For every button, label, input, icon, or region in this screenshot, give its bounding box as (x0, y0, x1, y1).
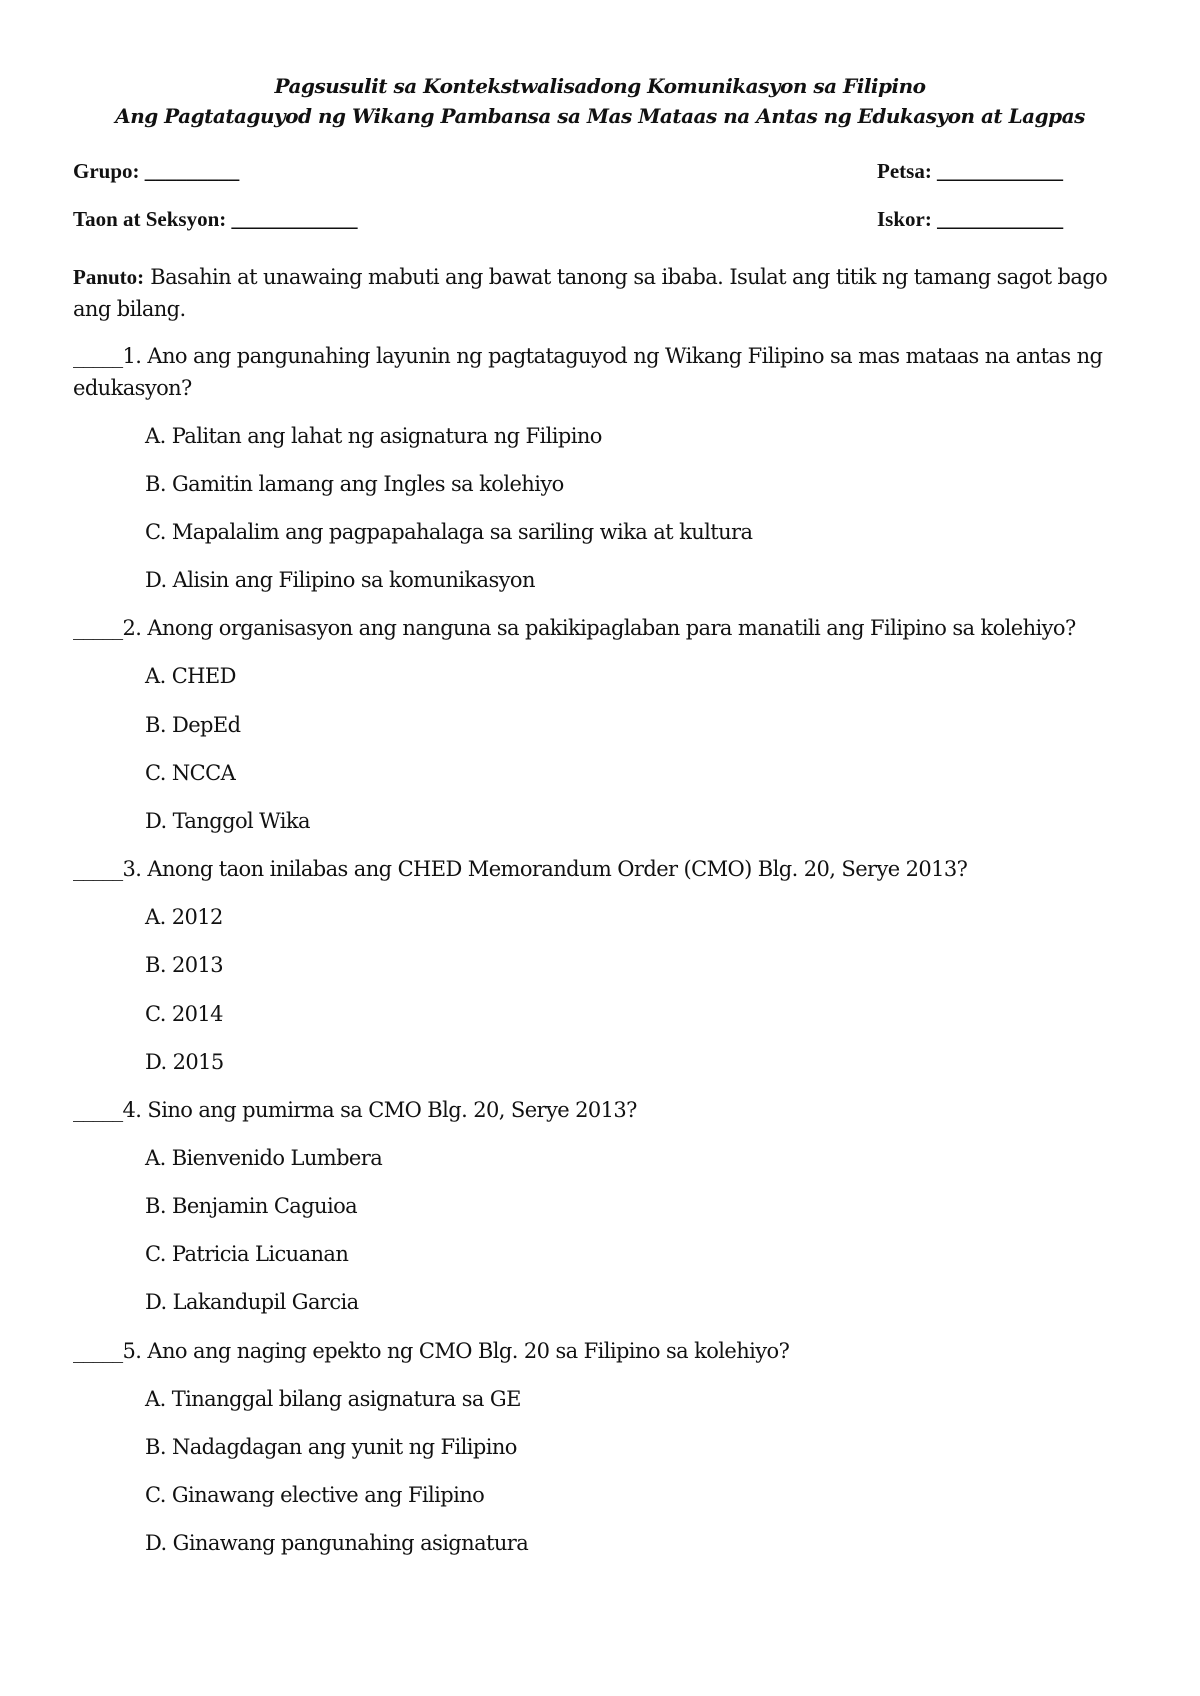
taon-seksyon-field[interactable]: Taon at Seksyon: ____________ (73, 207, 358, 231)
instructions-label: Panuto: (73, 265, 145, 289)
choice-1a: A. Palitan ang lahat ng asignatura ng Filipino (145, 424, 602, 448)
question-5: _____5. Ano ang naging epekto ng CMO Blg. 20 sa Filipino sa kolehiyo? (73, 1339, 790, 1363)
choice-3b: B. 2013 (145, 953, 224, 977)
choice-5c: C. Ginawang elective ang Filipino (145, 1483, 485, 1507)
choice-1b: B. Gamitin lamang ang Ingles sa kolehiyo (145, 472, 564, 496)
instructions (73, 261, 1118, 325)
choice-2d: D. Tanggol Wika (145, 809, 310, 833)
choice-4b: B. Benjamin Caguioa (145, 1194, 358, 1218)
choice-1d: D. Alisin ang Filipino sa komunikasyon (145, 568, 535, 592)
choice-2c: C. NCCA (145, 761, 236, 785)
grupo-field[interactable]: Grupo: _________ (73, 159, 240, 183)
choice-5d: D. Ginawang pangunahing asignatura (145, 1531, 529, 1555)
exam-subtitle: Ang Pagtataguyod ng Wikang Pambansa sa Mas Mataas na Antas ng Edukasyon at Lagpas (115, 104, 1085, 128)
choice-4a: A. Bienvenido Lumbera (145, 1146, 383, 1170)
question-3: _____3. Anong taon inilabas ang CHED Memorandum Order (CMO) Blg. 20, Serye 2013? (73, 857, 968, 881)
choice-3d: D. 2015 (145, 1050, 224, 1074)
question-4: _____4. Sino ang pumirma sa CMO Blg. 20, Serye 2013? (73, 1098, 637, 1122)
instructions-text: Basahin at unawaing mabuti ang bawat tanong sa ibaba. Isulat ang titik ng tamang sagot bago ang bilang. (73, 265, 1108, 321)
question-2: _____2. Anong organisasyon ang nanguna sa pakikipaglaban para manatili ang Filipino sa kolehiyo? (73, 616, 1076, 640)
iskor-field[interactable]: Iskor: ____________ (877, 207, 1064, 231)
choice-1c: C. Mapalalim ang pagpapahalaga sa sariling wika at kultura (145, 520, 753, 544)
question-1: _____1. Ano ang pangunahing layunin ng pagtataguyod ng Wikang Filipino sa mas mataas na antas ng edukasyon? (73, 344, 1103, 400)
exam-title: Pagsusulit sa Kontekstwalisadong Komunikasyon sa Filipino (274, 74, 926, 98)
choice-3a: A. 2012 (145, 905, 223, 929)
choice-5b: B. Nadagdagan ang yunit ng Filipino (145, 1435, 517, 1459)
choice-2b: B. DepEd (145, 713, 241, 737)
choice-2a: A. CHED (145, 664, 236, 688)
choice-5a: A. Tinanggal bilang asignatura sa GE (145, 1387, 521, 1411)
choice-4c: C. Patricia Licuanan (145, 1242, 349, 1266)
choice-3c: C. 2014 (145, 1002, 223, 1026)
choice-4d: D. Lakandupil Garcia (145, 1290, 359, 1314)
petsa-field[interactable]: Petsa: ____________ (877, 159, 1064, 183)
